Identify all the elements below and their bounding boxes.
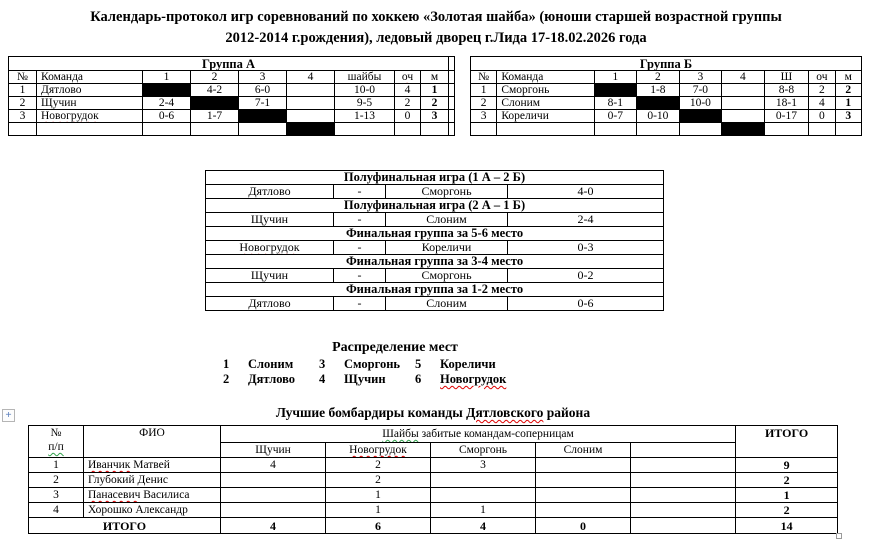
points-cell: 0 — [809, 110, 835, 123]
goals-cell — [536, 488, 631, 503]
score-cell — [287, 84, 335, 97]
total-cell: 6 — [326, 518, 431, 534]
table-row — [471, 110, 862, 123]
score-cell — [191, 123, 239, 136]
points-cell: 2 — [809, 84, 835, 97]
spacer-cell — [449, 110, 455, 123]
num-cell: 2 — [471, 97, 497, 110]
game-row — [206, 185, 664, 199]
num-cell: 2 — [29, 473, 84, 488]
team-cell: Щучин — [37, 97, 143, 110]
dash-cell: - — [334, 241, 386, 255]
score-cell: 7-0 — [679, 84, 722, 97]
spacer-cell — [449, 123, 455, 136]
opponent-header — [631, 443, 736, 458]
place-cell — [835, 123, 861, 136]
score-cell — [637, 123, 680, 136]
diagonal-black-cell — [239, 110, 287, 123]
group-a-table — [8, 56, 455, 136]
table-row — [9, 110, 455, 123]
points-cell: 4 — [395, 84, 421, 97]
goals-cell: 1 — [431, 503, 536, 518]
col-header-4: 4 — [287, 71, 335, 84]
group-a-header-row — [9, 71, 455, 84]
score-cell — [239, 123, 287, 136]
section-title: Финальная группа за 1-2 место — [206, 283, 664, 297]
goals-cell — [221, 488, 326, 503]
place-cell: 2 — [835, 84, 861, 97]
col-header-goals: шайбы — [335, 71, 395, 84]
spacer-cell — [449, 84, 455, 97]
col-header-place: м — [421, 71, 449, 84]
score-cell — [594, 123, 637, 136]
goals-cell: 18-1 — [764, 97, 809, 110]
away-team-cell: Слоним — [386, 297, 508, 311]
placement-rank: 2 — [223, 372, 230, 386]
diagonal-black-cell — [287, 123, 335, 136]
col-header-team: Команда — [37, 71, 143, 84]
placement-row — [205, 357, 585, 371]
table-resize-handle[interactable] — [836, 533, 842, 539]
scorer-row — [29, 473, 838, 488]
total-label-cell: ИТОГО — [29, 518, 221, 534]
diagonal-black-cell — [594, 84, 637, 97]
player-name-cell: Иванчик Матвей — [84, 458, 221, 473]
goals-cell: 10-0 — [335, 84, 395, 97]
diagonal-black-cell — [637, 97, 680, 110]
team-cell: Сморгонь — [497, 84, 594, 97]
points-cell: 0 — [395, 110, 421, 123]
playoffs-table — [205, 170, 664, 311]
total-cell: 4 — [431, 518, 536, 534]
team-cell: Слоним — [497, 97, 594, 110]
goals-cell: 1 — [326, 503, 431, 518]
home-team-cell: Дятлово — [206, 297, 334, 311]
home-team-cell: Щучин — [206, 213, 334, 227]
points-cell — [395, 123, 421, 136]
score-cell — [287, 97, 335, 110]
goals-cell — [536, 473, 631, 488]
section-title: Финальная группа за 3-4 место — [206, 255, 664, 269]
goals-cell — [764, 123, 809, 136]
player-total-cell: 9 — [736, 458, 838, 473]
col-header-3: 3 — [239, 71, 287, 84]
player-total-cell: 2 — [736, 473, 838, 488]
col-header-num: № — [9, 71, 37, 84]
game-row — [206, 297, 664, 311]
score-cell — [722, 97, 765, 110]
goals-cell — [631, 473, 736, 488]
placement-rank: 3 — [319, 357, 326, 371]
col-header-1: 1 — [143, 71, 191, 84]
score-cell: 7-1 — [239, 97, 287, 110]
placement-entry — [319, 372, 415, 386]
score-cell — [722, 84, 765, 97]
diagonal-black-cell — [679, 110, 722, 123]
dash-cell: - — [334, 269, 386, 283]
placement-entry — [319, 357, 415, 371]
col-header-points: оч — [809, 71, 835, 84]
placement-rank: 1 — [223, 357, 230, 371]
place-cell: 2 — [421, 97, 449, 110]
col-header-num: № п/п — [29, 426, 84, 458]
placement-entry — [223, 372, 319, 386]
placement-rank: 5 — [415, 357, 422, 371]
goals-cell — [221, 473, 326, 488]
score-cell: 1-8 — [637, 84, 680, 97]
place-cell: 1 — [835, 97, 861, 110]
goals-cell — [335, 123, 395, 136]
total-cell — [631, 518, 736, 534]
opponent-header: Новогрудок — [326, 443, 431, 458]
away-team-cell: Сморгонь — [386, 185, 508, 199]
points-cell: 2 — [395, 97, 421, 110]
team-cell — [497, 123, 594, 136]
num-cell: 3 — [9, 110, 37, 123]
score-cell: 10-0 — [679, 97, 722, 110]
placement-team: Сморгонь — [344, 357, 401, 371]
section-title: Полуфинальная игра (1 А – 2 Б) — [206, 171, 664, 185]
total-cell: 0 — [536, 518, 631, 534]
game-score-cell: 0-3 — [508, 241, 664, 255]
col-header-1: 1 — [594, 71, 637, 84]
game-score-cell: 0-6 — [508, 297, 664, 311]
goals-cell: 8-8 — [764, 84, 809, 97]
col-header-total: ИТОГО — [736, 426, 838, 458]
document-title — [0, 7, 872, 49]
num-cell: 3 — [471, 110, 497, 123]
section-title: Полуфинальная игра (2 А – 1 Б) — [206, 199, 664, 213]
place-cell — [421, 123, 449, 136]
player-total-cell: 1 — [736, 488, 838, 503]
scorers-header-row-1 — [29, 426, 838, 443]
col-header-num: № — [471, 71, 497, 84]
score-cell: 2-4 — [143, 97, 191, 110]
score-cell: 0-6 — [143, 110, 191, 123]
scorers-total-row — [29, 518, 838, 534]
scorers-title-marked-word: Дятловского — [466, 405, 544, 420]
col-header-place: м — [835, 71, 861, 84]
goals-cell: 2 — [326, 458, 431, 473]
placement-row — [205, 372, 585, 386]
num-cell: 1 — [471, 84, 497, 97]
dash-cell: - — [334, 297, 386, 311]
group-b-title-row — [471, 57, 862, 71]
spacer-cell — [449, 57, 455, 71]
scorer-row — [29, 488, 838, 503]
diagonal-black-cell — [191, 97, 239, 110]
col-header-points: оч — [395, 71, 421, 84]
goals-cell — [536, 503, 631, 518]
table-row — [471, 84, 862, 97]
place-cell: 1 — [421, 84, 449, 97]
playoff-section-header — [206, 199, 664, 213]
playoff-section-header — [206, 255, 664, 269]
placement-rank: 6 — [415, 372, 422, 386]
scorers-table — [28, 425, 838, 534]
game-score-cell: 4-0 — [508, 185, 664, 199]
game-row — [206, 241, 664, 255]
points-cell — [809, 123, 835, 136]
group-a-title: Группа А — [9, 57, 449, 71]
col-header-goals: Ш — [764, 71, 809, 84]
goals-cell — [631, 503, 736, 518]
player-name-cell: Хорошко Александр — [84, 503, 221, 518]
col-header-team: Команда — [497, 71, 594, 84]
goals-cell — [431, 473, 536, 488]
score-cell — [722, 110, 765, 123]
game-score-cell: 0-2 — [508, 269, 664, 283]
goals-cell — [631, 458, 736, 473]
num-cell: 2 — [9, 97, 37, 110]
scorers-title-text: района — [543, 405, 591, 420]
goals-cell: 2 — [326, 473, 431, 488]
goals-cell — [631, 488, 736, 503]
dash-cell: - — [334, 213, 386, 227]
grand-total-cell: 14 — [736, 518, 838, 534]
team-cell — [37, 123, 143, 136]
goals-cell — [221, 503, 326, 518]
spacer-cell — [449, 97, 455, 110]
num-cell — [9, 123, 37, 136]
opponent-header: Слоним — [536, 443, 631, 458]
player-name-cell: Глубокий Денис — [84, 473, 221, 488]
goals-cell — [536, 458, 631, 473]
goals-cell — [431, 488, 536, 503]
score-cell: 0-10 — [637, 110, 680, 123]
group-b-table — [470, 56, 862, 136]
score-cell — [287, 110, 335, 123]
table-row — [9, 84, 455, 97]
col-header-2: 2 — [637, 71, 680, 84]
place-cell: 3 — [421, 110, 449, 123]
game-score-cell: 2-4 — [508, 213, 664, 227]
table-row — [471, 97, 862, 110]
group-b-header-row — [471, 71, 862, 84]
col-header-4: 4 — [722, 71, 765, 84]
table-row — [9, 97, 455, 110]
opponent-header: Сморгонь — [431, 443, 536, 458]
player-name-cell: Панасевич Василиса — [84, 488, 221, 503]
col-header-fio: ФИО — [84, 426, 221, 458]
away-team-cell: Кореличи — [386, 241, 508, 255]
num-cell: 4 — [29, 503, 84, 518]
home-team-cell: Дятлово — [206, 185, 334, 199]
table-move-handle-icon[interactable]: + — [2, 409, 15, 422]
col-header-2: 2 — [191, 71, 239, 84]
place-cell: 3 — [835, 110, 861, 123]
goals-cell: 1-13 — [335, 110, 395, 123]
game-row — [206, 269, 664, 283]
home-team-cell: Щучин — [206, 269, 334, 283]
placement-title: Распределение мест — [332, 340, 458, 355]
playoff-section-header — [206, 283, 664, 297]
score-cell: 4-2 — [191, 84, 239, 97]
total-cell: 4 — [221, 518, 326, 534]
goals-cell: 3 — [431, 458, 536, 473]
home-team-cell: Новогрудок — [206, 241, 334, 255]
score-cell: 6-0 — [239, 84, 287, 97]
num-cell — [471, 123, 497, 136]
placement-team: Дятлово — [248, 372, 296, 386]
num-cell: 1 — [9, 84, 37, 97]
placement-rank: 4 — [319, 372, 326, 386]
document-title-line2: 2012-2014 г.рождения), ледовый дворец г.Лида 17-18.02.2026 года — [225, 30, 647, 46]
diagonal-black-cell — [722, 123, 765, 136]
group-b-title: Группа Б — [471, 57, 862, 71]
group-a-title-row — [9, 57, 455, 71]
document-title-line1: Календарь-протокол игр соревнований по хоккею «Золотая шайба» (юноши старшей возрастной группы — [90, 9, 782, 25]
placement-entry — [415, 372, 511, 386]
scorers-title — [28, 404, 838, 421]
game-row — [206, 213, 664, 227]
goals-cell: 1 — [326, 488, 431, 503]
playoff-section-header — [206, 227, 664, 241]
score-cell: 1-7 — [191, 110, 239, 123]
placement-section — [205, 339, 585, 386]
placement-entry — [415, 357, 511, 371]
away-team-cell: Слоним — [386, 213, 508, 227]
placement-team: Слоним — [248, 357, 294, 371]
empty-row — [471, 123, 862, 136]
col-header-3: 3 — [679, 71, 722, 84]
score-cell: 8-1 — [594, 97, 637, 110]
score-cell — [679, 123, 722, 136]
player-total-cell: 2 — [736, 503, 838, 518]
goals-cell: 4 — [221, 458, 326, 473]
away-team-cell: Сморгонь — [386, 269, 508, 283]
col-header-goals-span: Шайбы забитые командам-соперницам — [221, 426, 736, 443]
num-cell: 1 — [29, 458, 84, 473]
score-cell: 0-7 — [594, 110, 637, 123]
section-title: Финальная группа за 5-6 место — [206, 227, 664, 241]
scorer-row — [29, 503, 838, 518]
num-cell: 3 — [29, 488, 84, 503]
diagonal-black-cell — [143, 84, 191, 97]
goals-cell: 9-5 — [335, 97, 395, 110]
placement-team: Щучин — [344, 372, 386, 386]
placement-entry — [223, 357, 319, 371]
empty-row — [9, 123, 455, 136]
team-cell: Кореличи — [497, 110, 594, 123]
goals-cell: 0-17 — [764, 110, 809, 123]
playoff-section-header — [206, 171, 664, 185]
opponent-header: Щучин — [221, 443, 326, 458]
scorer-row — [29, 458, 838, 473]
placement-team: Кореличи — [440, 357, 496, 371]
scorers-title-text: Лучшие бомбардиры команды — [275, 405, 467, 420]
team-cell: Новогрудок — [37, 110, 143, 123]
spacer-cell — [449, 71, 455, 84]
dash-cell: - — [334, 185, 386, 199]
team-cell: Дятлово — [37, 84, 143, 97]
placement-team: Новогрудок — [440, 372, 507, 386]
points-cell: 4 — [809, 97, 835, 110]
score-cell — [143, 123, 191, 136]
